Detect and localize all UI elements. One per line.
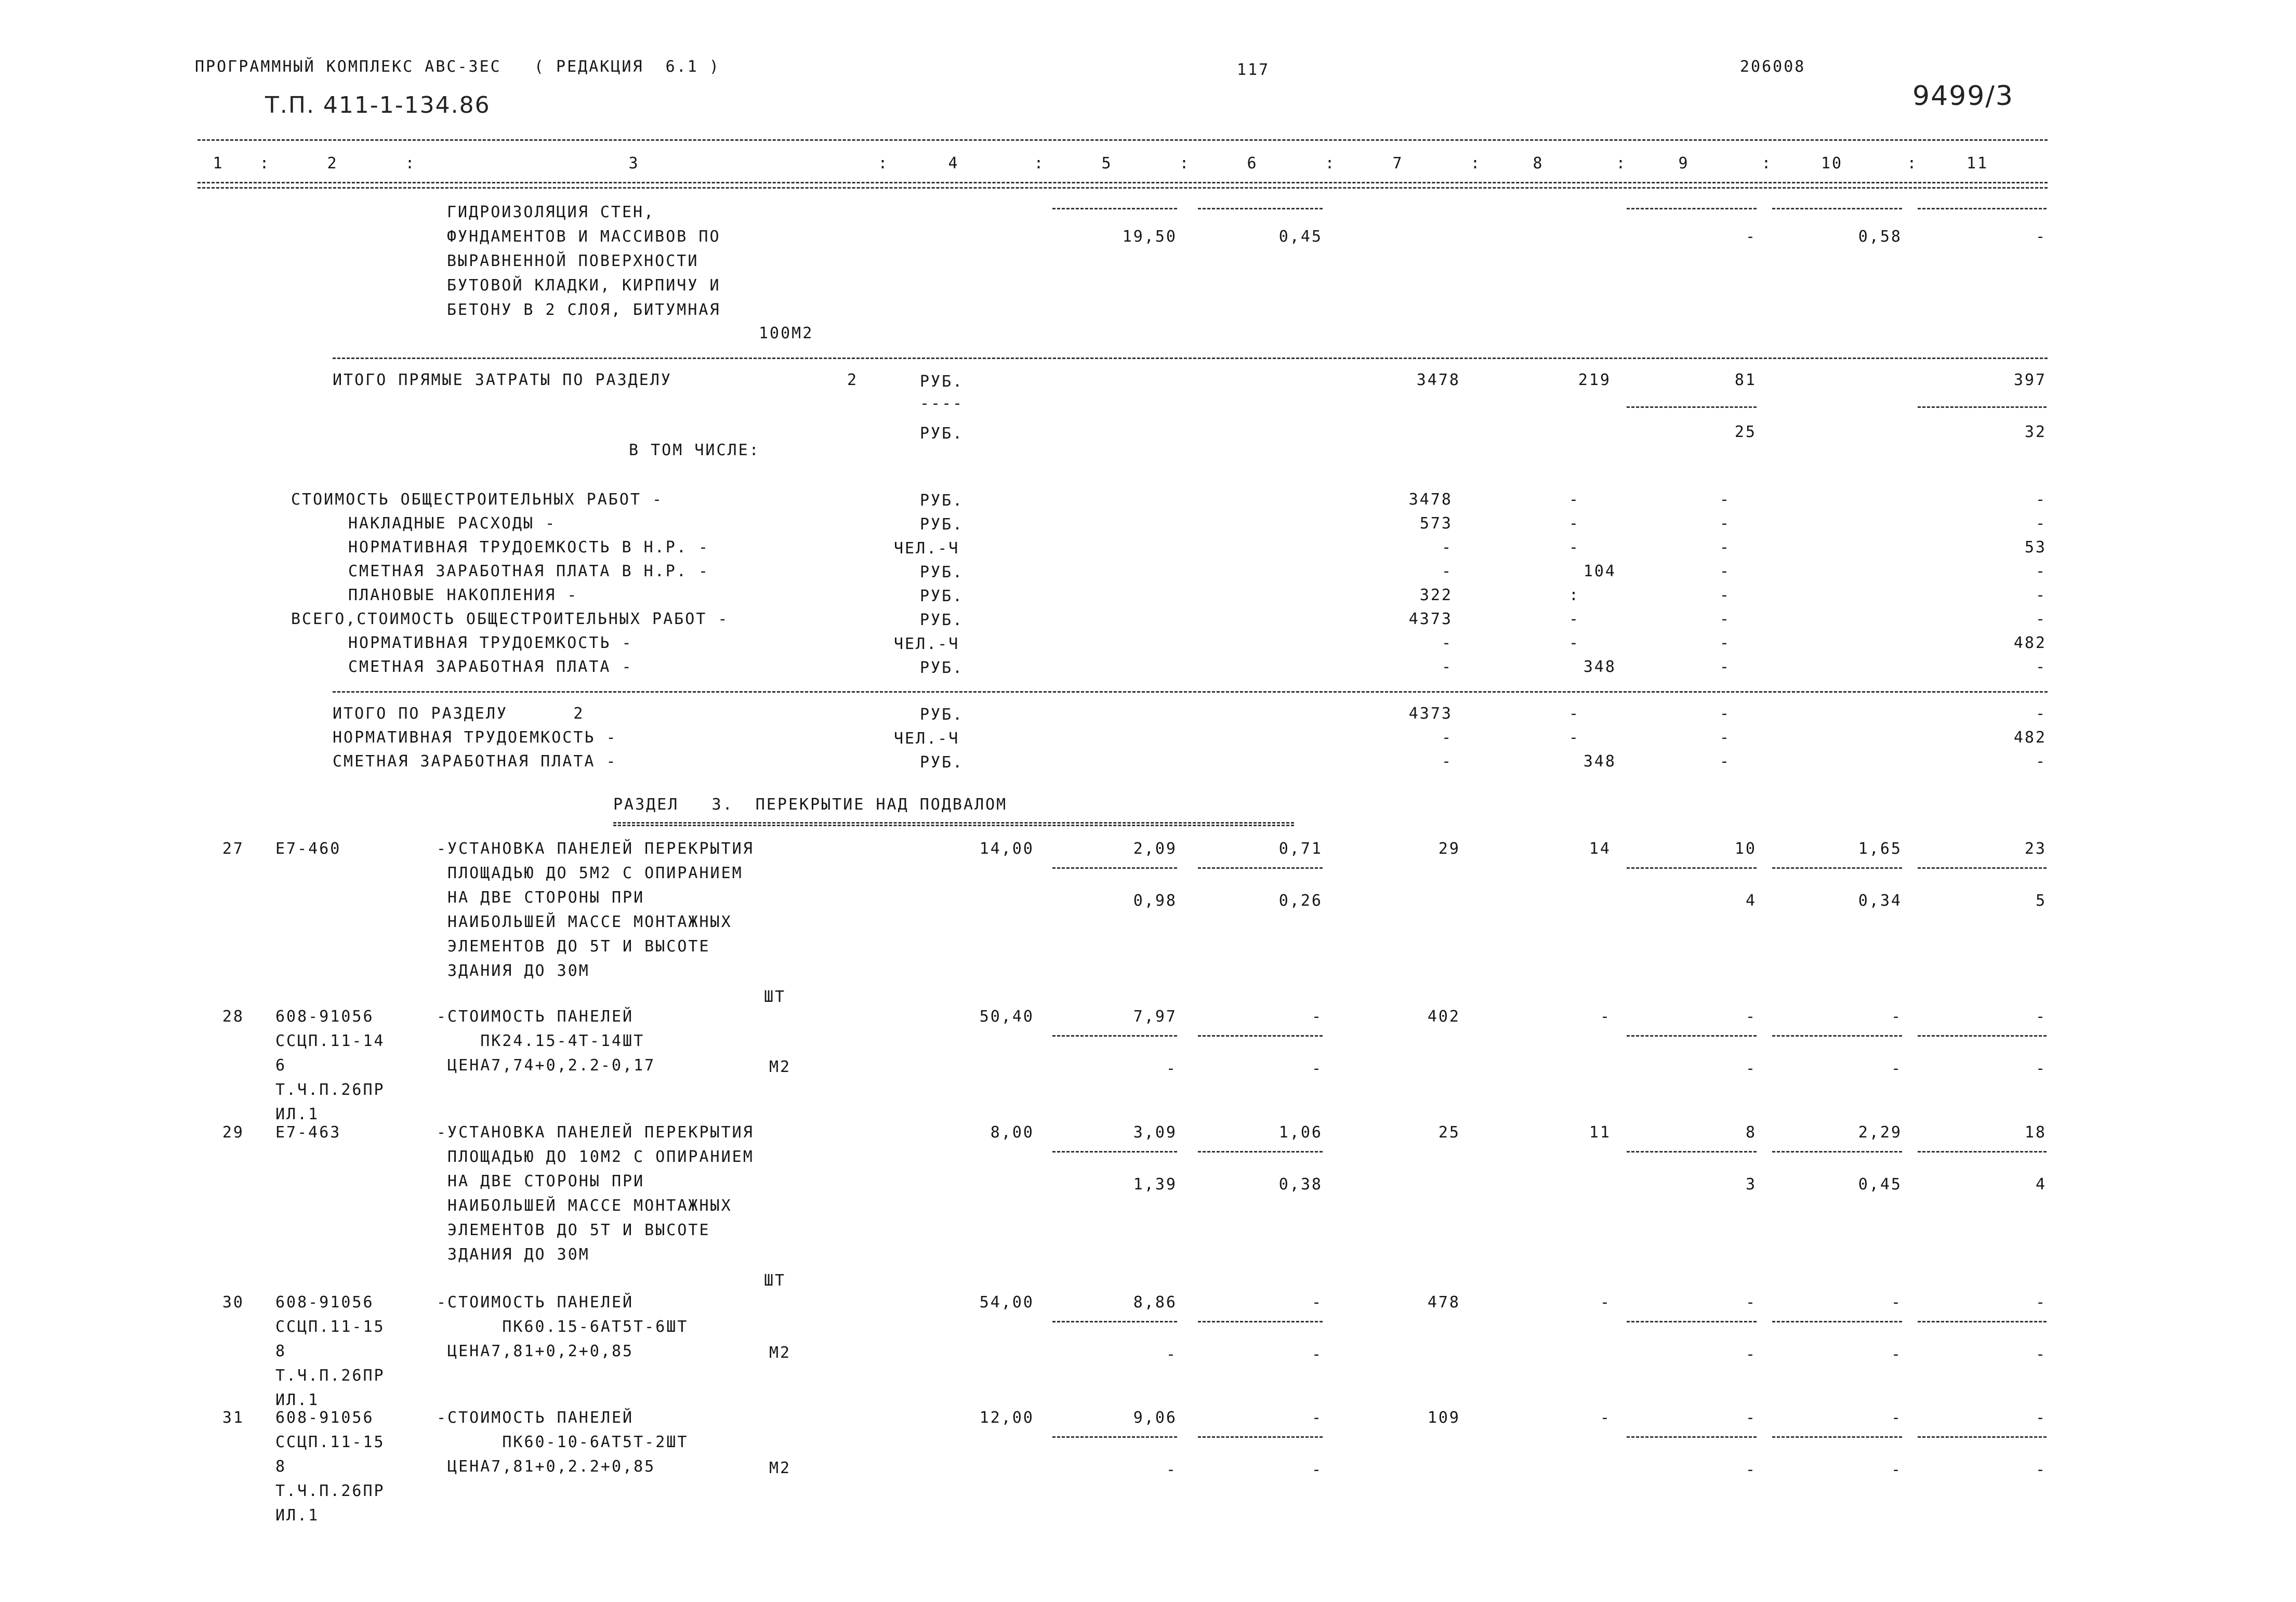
- item-code: 608-91056: [275, 1008, 374, 1026]
- value-col11: 5: [2035, 892, 2047, 910]
- value-col4: 8,00: [990, 1123, 1034, 1142]
- value-col10: 0,34: [1858, 892, 1902, 910]
- value-col8: -: [1568, 705, 1580, 723]
- value-col7: -: [1441, 658, 1453, 676]
- value-col7: -: [1441, 752, 1453, 771]
- value-col8: -: [1568, 729, 1580, 747]
- value-col11: 18: [2024, 1123, 2047, 1142]
- value-col6: -: [1311, 1293, 1323, 1312]
- section-total-title: ИТОГО ПРЯМЫЕ ЗАТРАТЫ ПО РАЗДЕЛУ: [333, 371, 672, 389]
- item-code: ССЦП.11-15: [275, 1318, 385, 1336]
- program-title: ПРОГРАММНЫЙ КОМПЛЕКС АВС-3ЕС ( РЕДАКЦИЯ 6.1 ): [195, 58, 720, 76]
- value-col9: -: [1719, 705, 1731, 723]
- value-rule: [1772, 208, 1902, 209]
- value-col7: 322: [1419, 586, 1453, 604]
- section-total-label: НОРМАТИВНАЯ ТРУДОЕМКОСТЬ -: [333, 729, 617, 747]
- value-col5: -: [1166, 1345, 1177, 1363]
- value-col4: 54,00: [979, 1293, 1034, 1312]
- value-col11: -: [2035, 586, 2047, 604]
- value-rule: [1052, 867, 1177, 869]
- value-col11: 482: [2013, 729, 2047, 747]
- value-col9: -: [1745, 1293, 1757, 1312]
- value-col7: 402: [1427, 1008, 1460, 1026]
- item-code: ИЛ.1: [275, 1391, 320, 1409]
- item-description: ЦЕНА7,74+0,2.2-0,17: [437, 1056, 656, 1075]
- item-description: ЭЛЕМЕНТОВ ДО 5Т И ВЫСОТЕ: [437, 937, 710, 956]
- value-rule: [1918, 1151, 2047, 1153]
- item-description: НАИБОЛЬШЕЙ МАССЕ МОНТАЖНЫХ: [437, 913, 732, 931]
- unit-label: ШТ: [764, 1272, 786, 1290]
- item-number: 29: [222, 1123, 244, 1142]
- value-col10: -: [1891, 1461, 1902, 1479]
- work-description-line: ФУНДАМЕНТОВ И МАССИВОВ ПО: [447, 228, 721, 246]
- tp-reference: Т.П. 411-1-134.86: [265, 92, 491, 118]
- value-col11: -: [2035, 514, 2047, 533]
- header-rule-bottom: [197, 182, 2048, 183]
- value-col8: -: [1600, 1409, 1611, 1427]
- value-col6: -: [1311, 1345, 1323, 1363]
- value-col9: -: [1719, 634, 1731, 652]
- value-col9: 10: [1734, 840, 1757, 858]
- value-rule: [1772, 1321, 1902, 1322]
- breakdown-label: СМЕТНАЯ ЗАРАБОТНАЯ ПЛАТА -: [348, 658, 633, 676]
- value-col11: -: [2035, 491, 2047, 509]
- column-number: 8: [1533, 154, 1544, 173]
- item-description: ЗДАНИЯ ДО 30М: [437, 962, 590, 980]
- item-code: 608-91056: [275, 1409, 374, 1427]
- item-code: Т.Ч.П.26ПР: [275, 1081, 385, 1099]
- unit-label: РУБ.: [920, 425, 964, 443]
- item-description: ПК60-10-6АТ5Т-2ШТ: [437, 1433, 689, 1451]
- value-col11: -: [2035, 1060, 2047, 1078]
- value-col9: -: [1719, 610, 1731, 628]
- column-number: 7: [1392, 154, 1404, 173]
- value-col8: :: [1568, 586, 1580, 604]
- column-separator: :: [1034, 154, 1045, 173]
- unit-separator: ----: [920, 394, 964, 413]
- item-description: НА ДВЕ СТОРОНЫ ПРИ: [437, 1172, 645, 1190]
- value-rule: [1627, 1436, 1757, 1438]
- item-code: 8: [275, 1458, 287, 1476]
- value-col11: -: [2035, 1461, 2047, 1479]
- value-col7: -: [1441, 562, 1453, 580]
- value-col10: -: [1891, 1293, 1902, 1312]
- value-col11: 32: [2024, 423, 2047, 441]
- value-rule: [1772, 1035, 1902, 1037]
- column-number: 9: [1678, 154, 1690, 173]
- unit-label: 100М2: [759, 324, 814, 342]
- value-col7: 573: [1419, 514, 1453, 533]
- value-col6: 0,26: [1278, 892, 1323, 910]
- value-col8: 14: [1589, 840, 1611, 858]
- value-col9: -: [1745, 228, 1757, 246]
- value-col8: 11: [1589, 1123, 1611, 1142]
- column-number: 3: [628, 154, 640, 173]
- value-rule: [1918, 208, 2047, 209]
- value-rule: [1627, 406, 1757, 408]
- value-col8: 348: [1583, 658, 1616, 676]
- unit-label: ШТ: [764, 988, 786, 1006]
- item-number: 30: [222, 1293, 244, 1312]
- value-col5: 9,06: [1133, 1409, 1177, 1427]
- value-col9: -: [1745, 1409, 1757, 1427]
- unit-label: ЧЕЛ.-Ч: [894, 730, 960, 748]
- value-col11: -: [2035, 1345, 2047, 1363]
- unit-label: РУБ.: [920, 373, 964, 391]
- item-description: ПЛОЩАДЬЮ ДО 10М2 С ОПИРАНИЕМ: [437, 1148, 754, 1166]
- value-col5: 0,98: [1133, 892, 1177, 910]
- value-col8: 348: [1583, 752, 1616, 771]
- breakdown-label: СТОИМОСТЬ ОБЩЕСТРОИТЕЛЬНЫХ РАБОТ -: [291, 491, 664, 509]
- value-col9: -: [1745, 1345, 1757, 1363]
- value-col10: 0,58: [1858, 228, 1902, 246]
- column-separator: :: [1907, 154, 1918, 173]
- item-code: ССЦП.11-15: [275, 1433, 385, 1451]
- item-code: 8: [275, 1342, 287, 1360]
- column-separator: :: [1761, 154, 1773, 173]
- value-col11: 482: [2013, 634, 2047, 652]
- value-rule: [1198, 1321, 1323, 1322]
- value-col6: -: [1311, 1060, 1323, 1078]
- item-description: ЦЕНА7,81+0,2.2+0,85: [437, 1458, 656, 1476]
- value-rule: [1627, 1321, 1757, 1322]
- value-col9: -: [1745, 1060, 1757, 1078]
- value-col11: 4: [2035, 1175, 2047, 1194]
- value-rule: [1052, 1151, 1177, 1153]
- value-rule: [1918, 867, 2047, 869]
- value-rule: [1772, 1436, 1902, 1438]
- value-col8: -: [1568, 610, 1580, 628]
- value-col10: -: [1891, 1409, 1902, 1427]
- value-col9: -: [1719, 729, 1731, 747]
- value-col7: 4373: [1408, 705, 1453, 723]
- unit-label: РУБ.: [920, 492, 964, 510]
- unit-label: РУБ.: [920, 563, 964, 581]
- item-description: ПК24.15-4Т-14ШТ: [437, 1032, 645, 1050]
- value-col8: -: [1568, 491, 1580, 509]
- column-separator: :: [1325, 154, 1336, 173]
- value-col9: -: [1719, 538, 1731, 557]
- unit-label: РУБ.: [920, 587, 964, 605]
- item-code: 6: [275, 1056, 287, 1075]
- item-description: -СТОИМОСТЬ ПАНЕЛЕЙ: [437, 1293, 634, 1312]
- value-col11: -: [2035, 705, 2047, 723]
- work-description-line: ВЫРАВНЕННОЙ ПОВЕРХНОСТИ: [447, 252, 699, 270]
- value-col8: -: [1600, 1008, 1611, 1026]
- value-col11: 53: [2024, 538, 2047, 557]
- item-code: 608-91056: [275, 1293, 374, 1312]
- column-separator: :: [1616, 154, 1627, 173]
- unit-label: ЧЕЛ.-Ч: [894, 539, 960, 558]
- item-description: -УСТАНОВКА ПАНЕЛЕЙ ПЕРЕКРЫТИЯ: [437, 840, 754, 858]
- value-col9: -: [1719, 752, 1731, 771]
- column-number: 4: [948, 154, 959, 173]
- item-code: Т.Ч.П.26ПР: [275, 1482, 385, 1500]
- value-rule: [1052, 208, 1177, 209]
- value-rule: [1918, 1035, 2047, 1037]
- value-col11: -: [2035, 562, 2047, 580]
- value-col4: 12,00: [979, 1409, 1034, 1427]
- item-code: Е7-463: [275, 1123, 341, 1142]
- item-code: Т.Ч.П.26ПР: [275, 1367, 385, 1385]
- value-col9: -: [1719, 562, 1731, 580]
- breakdown-label: ВСЕГО,СТОИМОСТЬ ОБЩЕСТРОИТЕЛЬНЫХ РАБОТ -: [291, 610, 729, 628]
- value-rule: [1627, 867, 1757, 869]
- value-col5: -: [1166, 1060, 1177, 1078]
- value-col8: 104: [1583, 562, 1616, 580]
- unit-label: М2: [769, 1344, 791, 1362]
- breakdown-label: НОРМАТИВНАЯ ТРУДОЕМКОСТЬ В Н.Р. -: [348, 538, 710, 557]
- value-col7: 3478: [1416, 371, 1460, 389]
- value-col7: 3478: [1408, 491, 1453, 509]
- unit-label: РУБ.: [920, 706, 964, 724]
- value-rule: [1198, 1151, 1323, 1153]
- item-number: 31: [222, 1409, 244, 1427]
- value-rule: [1918, 1321, 2047, 1322]
- item-code: ИЛ.1: [275, 1105, 320, 1123]
- item-code: ИЛ.1: [275, 1506, 320, 1525]
- value-rule: [1052, 1436, 1177, 1438]
- item-description: НАИБОЛЬШЕЙ МАССЕ МОНТАЖНЫХ: [437, 1197, 732, 1215]
- breakdown-label: ПЛАНОВЫЕ НАКОПЛЕНИЯ -: [348, 586, 578, 604]
- value-col6: -: [1311, 1461, 1323, 1479]
- item-description: ЦЕНА7,81+0,2+0,85: [437, 1342, 634, 1360]
- item-number: 28: [222, 1008, 244, 1026]
- value-col6: 0,38: [1278, 1175, 1323, 1194]
- value-col8: -: [1568, 634, 1580, 652]
- value-col9: -: [1719, 658, 1731, 676]
- value-col7: -: [1441, 634, 1453, 652]
- column-separator: :: [405, 154, 416, 173]
- value-col5: 8,86: [1133, 1293, 1177, 1312]
- value-col9: 25: [1734, 423, 1757, 441]
- value-col4: 14,00: [979, 840, 1034, 858]
- value-col11: -: [2035, 752, 2047, 771]
- value-col11: -: [2035, 1293, 2047, 1312]
- unit-label: РУБ.: [920, 515, 964, 534]
- unit-label: ЧЕЛ.-Ч: [894, 635, 960, 653]
- breakdown-label: НАКЛАДНЫЕ РАСХОДЫ -: [348, 514, 557, 533]
- item-description: -СТОИМОСТЬ ПАНЕЛЕЙ: [437, 1409, 634, 1427]
- document-code: 206008: [1740, 58, 1806, 76]
- value-col10: -: [1891, 1345, 1902, 1363]
- value-col5: -: [1166, 1461, 1177, 1479]
- value-rule: [1772, 1151, 1902, 1153]
- section-rule: [333, 691, 2048, 693]
- column-number: 11: [1966, 154, 1989, 173]
- item-number: 27: [222, 840, 244, 858]
- column-number: 1: [213, 154, 224, 173]
- section-total-number: 2: [847, 371, 859, 389]
- value-col9: 4: [1745, 892, 1757, 910]
- value-col9: -: [1745, 1461, 1757, 1479]
- value-col8: -: [1568, 514, 1580, 533]
- value-col10: 1,65: [1858, 840, 1902, 858]
- item-description: ПК60.15-6АТ5Т-6ШТ: [437, 1318, 689, 1336]
- value-col11: 397: [2013, 371, 2047, 389]
- work-description-line: БУТОВОЙ КЛАДКИ, КИРПИЧУ И: [447, 276, 721, 295]
- value-col8: 219: [1578, 371, 1611, 389]
- section-rule: [333, 358, 2048, 359]
- breakdown-label: НОРМАТИВНАЯ ТРУДОЕМКОСТЬ -: [348, 634, 633, 652]
- column-separator: :: [1179, 154, 1191, 173]
- value-col9: 8: [1745, 1123, 1757, 1142]
- item-code: Е7-460: [275, 840, 341, 858]
- value-col5: 3,09: [1133, 1123, 1177, 1142]
- unit-label: РУБ.: [920, 659, 964, 677]
- value-col9: 81: [1734, 371, 1757, 389]
- value-col6: 0,71: [1278, 840, 1323, 858]
- document-number: 9499/3: [1912, 81, 2014, 112]
- column-number: 5: [1101, 154, 1113, 173]
- value-rule: [1052, 1321, 1177, 1322]
- value-col9: -: [1719, 586, 1731, 604]
- section-title-underline: [613, 822, 1294, 826]
- value-col5: 7,97: [1133, 1008, 1177, 1026]
- including-label: В ТОМ ЧИСЛЕ:: [629, 441, 760, 459]
- value-col9: -: [1719, 491, 1731, 509]
- value-col10: -: [1891, 1008, 1902, 1026]
- section-total-label: СМЕТНАЯ ЗАРАБОТНАЯ ПЛАТА -: [333, 752, 617, 771]
- page-number: 117: [1237, 61, 1270, 79]
- item-description: ЗДАНИЯ ДО 30М: [437, 1246, 590, 1264]
- value-rule: [1052, 1035, 1177, 1037]
- header-rule-top: [197, 139, 2048, 141]
- value-rule: [1627, 1151, 1757, 1153]
- value-rule: [1918, 406, 2047, 408]
- value-col6: 1,06: [1278, 1123, 1323, 1142]
- value-col9: -: [1745, 1008, 1757, 1026]
- value-rule: [1772, 867, 1902, 869]
- value-rule: [1198, 1436, 1323, 1438]
- value-col10: -: [1891, 1060, 1902, 1078]
- column-number: 2: [327, 154, 338, 173]
- unit-label: М2: [769, 1058, 791, 1076]
- column-separator: :: [878, 154, 889, 173]
- value-col11: -: [2035, 228, 2047, 246]
- value-rule: [1198, 208, 1323, 209]
- value-col7: 25: [1438, 1123, 1460, 1142]
- value-col6: -: [1311, 1008, 1323, 1026]
- column-separator: :: [1470, 154, 1482, 173]
- value-rule: [1198, 867, 1323, 869]
- item-description: ПЛОЩАДЬЮ ДО 5М2 С ОПИРАНИЕМ: [437, 864, 743, 882]
- value-col10: 0,45: [1858, 1175, 1902, 1194]
- value-col7: 4373: [1408, 610, 1453, 628]
- value-col5: 1,39: [1133, 1175, 1177, 1194]
- value-col4: 50,40: [979, 1008, 1034, 1026]
- unit-label: РУБ.: [920, 753, 964, 772]
- value-col8: -: [1600, 1293, 1611, 1312]
- value-col7: -: [1441, 729, 1453, 747]
- value-col11: -: [2035, 1409, 2047, 1427]
- value-col9: 3: [1745, 1175, 1757, 1194]
- column-number: 6: [1247, 154, 1258, 173]
- unit-label: РУБ.: [920, 611, 964, 629]
- value-col6: -: [1311, 1409, 1323, 1427]
- value-col6: 0,45: [1278, 228, 1323, 246]
- value-rule: [1198, 1035, 1323, 1037]
- value-col7: -: [1441, 538, 1453, 557]
- value-rule: [1627, 208, 1757, 209]
- work-description-line: БЕТОНУ В 2 СЛОЯ, БИТУМНАЯ: [447, 301, 721, 319]
- work-description-line: ГИДРОИЗОЛЯЦИЯ СТЕН,: [447, 203, 655, 221]
- section-total-label: ИТОГО ПО РАЗДЕЛУ 2: [333, 705, 585, 723]
- value-col5: 2,09: [1133, 840, 1177, 858]
- item-description: НА ДВЕ СТОРОНЫ ПРИ: [437, 889, 645, 907]
- value-col11: -: [2035, 1008, 2047, 1026]
- item-code: ССЦП.11-14: [275, 1032, 385, 1050]
- item-description: ЭЛЕМЕНТОВ ДО 5Т И ВЫСОТЕ: [437, 1221, 710, 1239]
- value-col10: 2,29: [1858, 1123, 1902, 1142]
- value-col11: -: [2035, 658, 2047, 676]
- value-col7: 29: [1438, 840, 1460, 858]
- column-number: 10: [1820, 154, 1843, 173]
- item-description: -СТОИМОСТЬ ПАНЕЛЕЙ: [437, 1008, 634, 1026]
- section-title: РАЗДЕЛ 3. ПЕРЕКРЫТИЕ НАД ПОДВАЛОМ: [613, 796, 1008, 814]
- value-col11: 23: [2024, 840, 2047, 858]
- header-rule-bottom-2: [197, 187, 2048, 189]
- value-rule: [1627, 1035, 1757, 1037]
- breakdown-label: СМЕТНАЯ ЗАРАБОТНАЯ ПЛАТА В Н.Р. -: [348, 562, 710, 580]
- value-col9: -: [1719, 514, 1731, 533]
- value-col8: -: [1568, 538, 1580, 557]
- value-col5: 19,50: [1122, 228, 1177, 246]
- value-col7: 478: [1427, 1293, 1460, 1312]
- column-separator: :: [259, 154, 271, 173]
- item-description: -УСТАНОВКА ПАНЕЛЕЙ ПЕРЕКРЫТИЯ: [437, 1123, 754, 1142]
- value-rule: [1918, 1436, 2047, 1438]
- value-col11: -: [2035, 610, 2047, 628]
- value-col7: 109: [1427, 1409, 1460, 1427]
- unit-label: М2: [769, 1459, 791, 1477]
